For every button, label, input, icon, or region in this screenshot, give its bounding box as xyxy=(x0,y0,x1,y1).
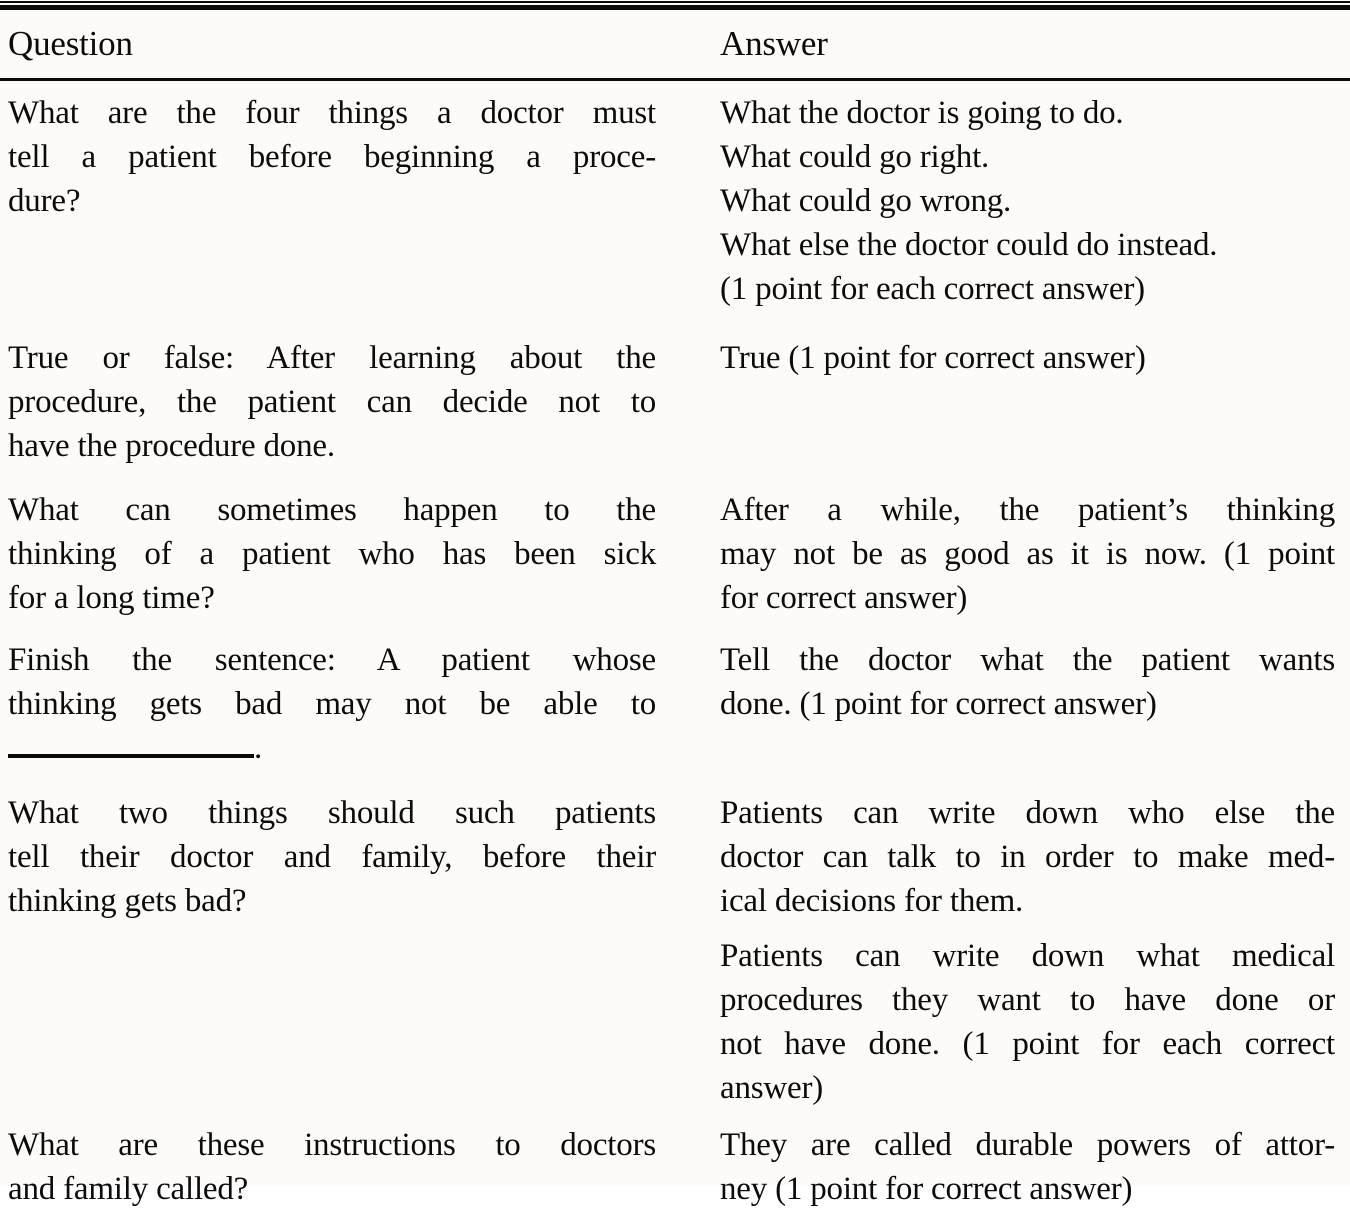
question-cell xyxy=(8,336,656,468)
table-header xyxy=(0,22,1350,66)
question-cell xyxy=(8,1123,656,1211)
question-cell xyxy=(8,638,656,770)
text-line: tell their doctor and family, before their xyxy=(8,839,656,876)
text-line: answer) xyxy=(720,1070,824,1107)
answer-paragraph xyxy=(720,91,1335,311)
table-row xyxy=(0,488,1350,620)
text-line: procedures they want to have done or xyxy=(720,982,1335,1019)
text-line: tell a patient before beginning a proce- xyxy=(8,139,656,175)
text-line: Tell the doctor what the patient wants xyxy=(720,642,1335,678)
table-top-rule-thin xyxy=(0,1,1350,3)
text-line: and family called? xyxy=(8,1171,249,1208)
text-line: doctor can talk to in order to make med- xyxy=(720,839,1335,876)
question-text xyxy=(8,638,656,726)
document-page xyxy=(0,1,1350,1208)
answer-paragraph xyxy=(720,336,1335,380)
text-line: What two things should such patients xyxy=(8,795,656,832)
text-line: done. (1 point for correct answer) xyxy=(720,686,1157,722)
text-line: What else the doctor could do instead. xyxy=(720,227,1218,263)
text-line: thinking of a patient who has been sick xyxy=(8,536,656,572)
answer-column-header: Answer xyxy=(720,24,828,63)
table-row xyxy=(0,638,1350,770)
answer-cell xyxy=(720,336,1335,468)
text-line: What the doctor is going to do. xyxy=(720,95,1124,131)
text-line: True or false: After learning about the xyxy=(8,340,656,376)
text-line: True (1 point for correct answer) xyxy=(720,340,1146,376)
header-divider-rule xyxy=(0,78,1350,81)
text-line: procedure, the patient can decide not to xyxy=(8,384,656,420)
table-row xyxy=(0,791,1350,1110)
answer-paragraph xyxy=(720,488,1335,620)
answer-paragraph xyxy=(720,638,1335,726)
text-line: thinking gets bad? xyxy=(8,883,247,920)
table-row xyxy=(0,91,1350,311)
question-cell xyxy=(8,91,656,311)
answer-cell xyxy=(720,488,1335,620)
answer-paragraph xyxy=(720,791,1335,923)
answer-paragraph xyxy=(720,934,1335,1110)
text-line: ney (1 point for correct answer) xyxy=(720,1171,1133,1208)
text-line: have the procedure done. xyxy=(8,428,335,464)
blank-underline xyxy=(8,726,254,758)
text-line: for a long time? xyxy=(8,580,215,616)
text-line: Patients can write down what medical xyxy=(720,938,1335,975)
text-line: ical decisions for them. xyxy=(720,883,1024,920)
text-line: After a while, the patient’s thinking xyxy=(720,492,1335,528)
question-cell xyxy=(8,488,656,620)
text-line: Patients can write down who else the xyxy=(720,795,1335,832)
answer-paragraph xyxy=(720,1123,1335,1211)
text-line: What could go wrong. xyxy=(720,183,1012,219)
text-line: Finish the sentence: A patient whose xyxy=(8,642,656,678)
question-column-header: Question xyxy=(8,24,133,63)
answer-cell xyxy=(720,91,1335,311)
answer-cell xyxy=(720,1123,1335,1211)
text-line: (1 point for each correct answer) xyxy=(720,271,1145,307)
blank-period: . xyxy=(254,730,263,767)
fill-in-blank-line xyxy=(8,726,656,770)
table-row xyxy=(0,1123,1350,1211)
text-line: What could go right. xyxy=(720,139,990,175)
table-top-rule-thick xyxy=(0,5,1350,10)
text-line: may not be as good as it is now. (1 point xyxy=(720,536,1335,572)
text-line: What are the four things a doctor must xyxy=(8,95,656,131)
text-line: What are these instructions to doctors xyxy=(8,1127,656,1164)
question-cell xyxy=(8,791,656,1110)
text-line: dure? xyxy=(8,183,81,219)
answer-cell xyxy=(720,791,1335,1110)
text-line: thinking gets bad may not be able to xyxy=(8,686,656,722)
text-line: They are called durable powers of attor- xyxy=(720,1127,1335,1164)
text-line: for correct answer) xyxy=(720,580,968,616)
text-line: not have done. (1 point for each correct xyxy=(720,1026,1335,1063)
text-line: What can sometimes happen to the xyxy=(8,492,656,528)
answer-cell xyxy=(720,638,1335,770)
table-row xyxy=(0,336,1350,468)
